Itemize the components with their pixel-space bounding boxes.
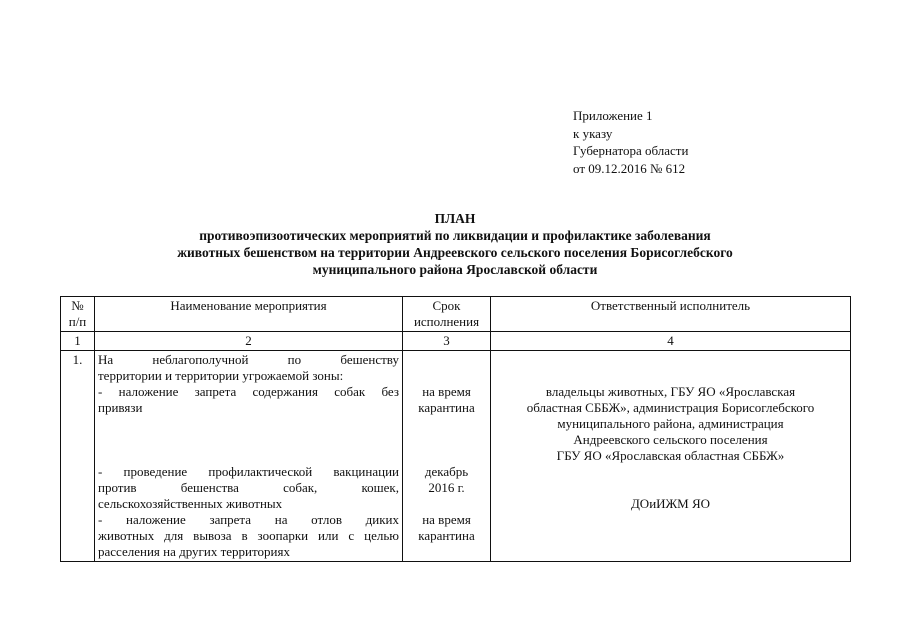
text-line: областная СББЖ», администрация Борисоглебского [526, 400, 815, 415]
text-line: 2016 г. [428, 480, 465, 495]
text-line: ДОиИЖМ ЯО [630, 496, 711, 511]
document-title [60, 210, 850, 278]
text-line: ГБУ ЯО «Ярославская областная СББЖ» [556, 448, 785, 463]
row-num: 1. [61, 351, 95, 562]
text-line: муниципального района, администрация [557, 416, 784, 431]
appendix-line: Приложение 1 [573, 108, 653, 123]
text-line: - наложение запрета на отлов диких [98, 512, 399, 527]
index-cell: 4 [491, 332, 851, 351]
row-terms [403, 351, 491, 562]
text-line: - проведение профилактической вакцинации [98, 464, 399, 479]
title-heading: ПЛАН [434, 211, 476, 226]
text-line: - наложение запрета содержания собак без [98, 384, 399, 399]
text-line: территории и территории угрожаемой зоны: [98, 368, 344, 383]
index-cell: 2 [95, 332, 403, 351]
index-cell: 1 [61, 332, 95, 351]
text-line: Андреевского сельского поселения [573, 432, 768, 447]
appendix-block [573, 107, 688, 177]
title-line: противоэпизоотических мероприятий по ликвидации и профилактике заболевания [199, 228, 711, 243]
index-cell: 3 [403, 332, 491, 351]
appendix-line: к указу [573, 125, 613, 141]
header-executor: Ответственный исполнитель [491, 297, 851, 332]
title-line: животных бешенством на территории Андреевского сельского поселения Борисоглебского [177, 245, 733, 260]
header-term: Срок исполнения [403, 297, 491, 332]
text-line: на время [422, 384, 471, 399]
text-line: карантина [418, 528, 475, 543]
text-line: расселения на других территориях [98, 544, 290, 559]
text-line: владельцы животных, ГБУ ЯО «Ярославская [545, 384, 796, 399]
appendix-line: Губернатора области [573, 143, 689, 158]
text-line: карантина [418, 400, 475, 415]
text-line: декабрь [424, 464, 469, 479]
appendix-line: от 09.12.2016 № 612 [573, 160, 686, 176]
text-line: сельскохозяйственных животных [98, 496, 283, 511]
text-line: на время [422, 512, 471, 527]
text-line: На неблагополучной по бешенству [98, 352, 399, 367]
plan-table [60, 296, 851, 562]
header-num: № п/п [61, 297, 95, 332]
text-line: против бешенства собак, кошек, [98, 480, 399, 495]
table-index-row [61, 332, 851, 351]
row-executors [491, 351, 851, 562]
row-measures [95, 351, 403, 562]
title-line: муниципального района Ярославской области [312, 262, 598, 277]
header-name: Наименование мероприятия [95, 297, 403, 332]
text-line: животных для вывоза в зоопарки или с целью [98, 528, 399, 543]
table-row [61, 351, 851, 562]
text-line: привязи [98, 400, 143, 415]
table-header-row [61, 297, 851, 332]
